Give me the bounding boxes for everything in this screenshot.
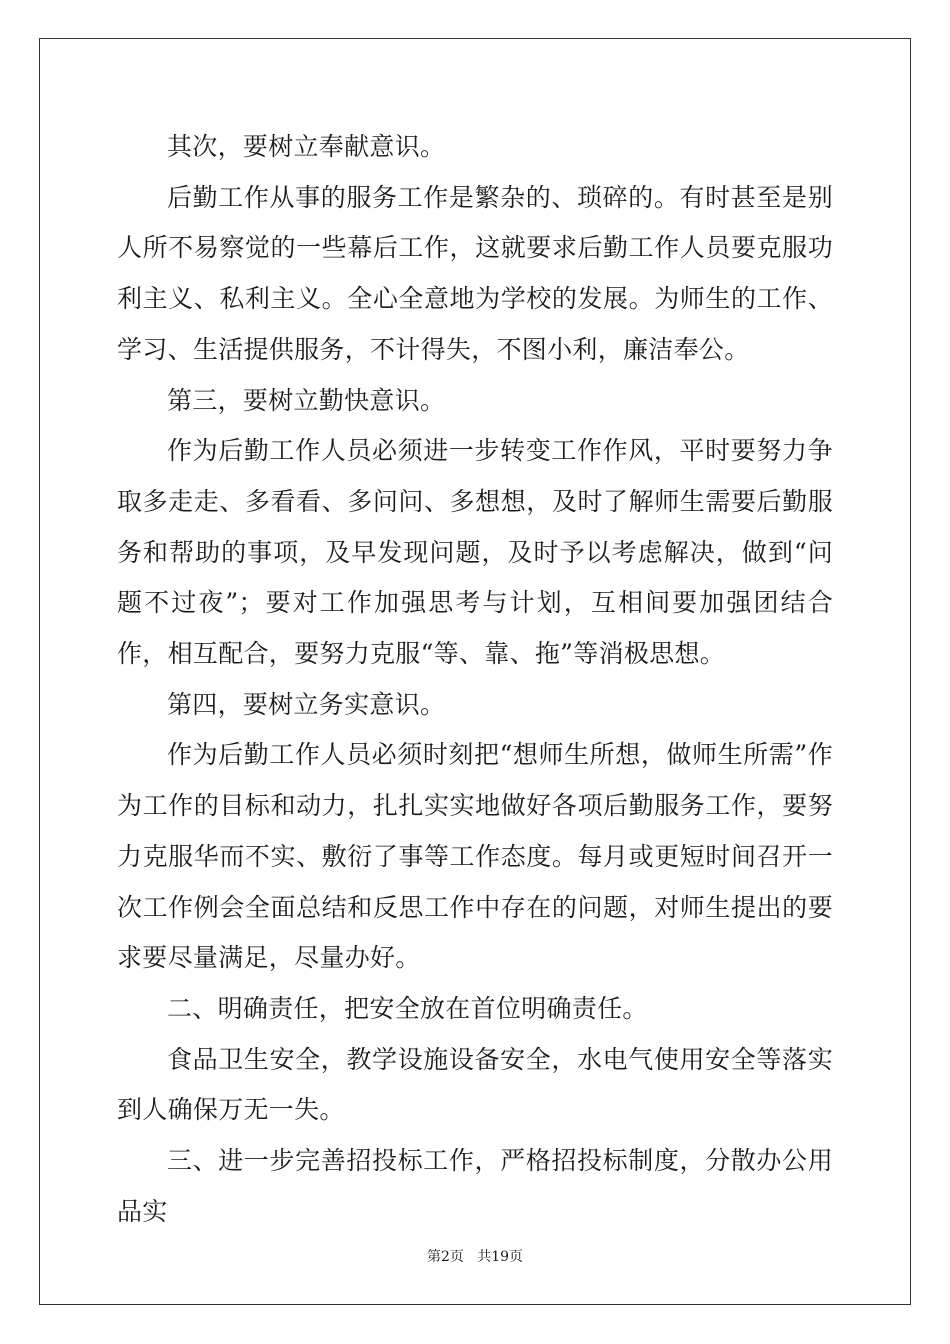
document-body	[117, 122, 833, 1237]
paragraph: 二、明确责任，把安全放在首位明确责任。	[167, 993, 648, 1023]
paragraph: 第三，要树立勤快意识。	[167, 385, 446, 415]
paragraph: 食品卫生安全，教学设施设备安全，水电气使用安全等落实到人确保万无一失。	[117, 1044, 833, 1125]
paragraph: 其次，要树立奉献意识。	[167, 132, 446, 161]
paragraph: 作为后勤工作人员必须时刻把“想师生所想，做师生所需”作为工作的目标和动力，扎扎实实地做好各项后勤服务工作，要努力克服华而不实、敷衍了事等工作态度。每月或更短时间召开一次工作例会全面总结和反思工作中存在的问题，对师生提出的要求要尽量满足，尽量办好。	[117, 740, 833, 973]
paragraph: 作为后勤工作人员必须进一步转变工作作风，平时要努力争取多走走、多看看、多问问、多想想，及时了解师生需要后勤服务和帮助的事项，及早发现问题，及时予以考虑解决，做到“问题不过夜”；要对工作加强思考与计划，互相间要加强团结合作，相互配合，要努力克服“等、靠、拖”等消极思想。	[117, 436, 833, 669]
paragraph: 后勤工作从事的服务工作是繁杂的、琐碎的。有时甚至是别人所不易察觉的一些幕后工作，这就要求后勤工作人员要克服功利主义、私利主义。全心全意地为学校的发展。为师生的工作、学习、生活提供服务，不计得失，不图小利，廉洁奉公。	[117, 182, 833, 364]
paragraph: 三、进一步完善招投标工作，严格招投标制度，分散办公用品实	[117, 1146, 833, 1226]
paragraph: 第四，要树立务实意识。	[167, 689, 446, 719]
page-number-footer: 第2页 共19页	[426, 1249, 524, 1265]
